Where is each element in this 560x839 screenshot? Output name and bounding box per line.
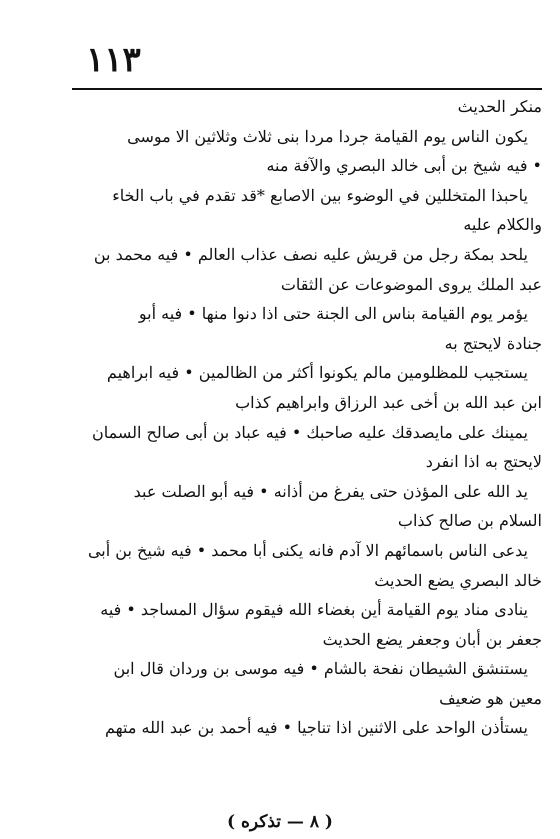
text-line: • فيه شيخ بن أبى خالد البصري والآفة منه xyxy=(266,156,542,176)
text-line: عبد الملك يروى الموضوعات عن الثقات xyxy=(280,274,542,294)
text-line: جعفر بن أبان وجعفر يضع الحديث xyxy=(322,629,542,649)
body-text xyxy=(72,92,542,743)
text-line: يستنشق الشيطان نفحة بالشام • فيه موسى بن وردان قال ابن xyxy=(113,659,528,679)
text-line: ياحبذا المتخللين في الوضوء بين الاصابع *قد تقدم في باب الخاء xyxy=(112,185,528,205)
page-number: ١١٣ xyxy=(86,40,141,80)
text-line: منكر الحديث xyxy=(457,97,542,116)
text-line: يلحد بمكة رجل من قريش عليه نصف عذاب العالم • فيه محمد بن xyxy=(93,244,528,264)
text-line: ابن عبد الله بن أخى عبد الرزاق وابراهيم كذاب xyxy=(235,392,542,412)
text-line: يكون الناس يوم القيامة جردا مردا بنى ثلاث وثلاثين الا موسى xyxy=(127,126,528,146)
text-line: يدعى الناس باسمائهم الا آدم فانه يكنى أبا محمد • فيه شيخ بن أبى xyxy=(87,540,528,560)
text-line: يستأذن الواحد على الاثنين اذا تناجيا • فيه أحمد بن عبد الله متهم xyxy=(105,718,528,738)
text-line: يمينك على مايصدقك عليه صاحبك • فيه عباد بن أبى صالح السمان xyxy=(91,422,528,442)
header-rule xyxy=(72,88,542,90)
text-line: يؤمر يوم القيامة بناس الى الجنة حتى اذا دنوا منها • فيه أبو xyxy=(138,304,528,324)
page-footer: ( ٨ — تذكره ) xyxy=(227,812,333,832)
text-line: يستجيب للمظلومين مالم يكونوا أكثر من الظالمين • فيه ابراهيم xyxy=(106,363,528,383)
text-line: خالد البصري يضع الحديث xyxy=(374,570,542,590)
text-line: معين هو ضعيف xyxy=(439,688,542,708)
text-line: لايحتج به اذا انفرد xyxy=(425,452,542,472)
text-line: والكلام عليه xyxy=(463,215,542,235)
text-line: جنادة لايحتج به xyxy=(444,333,542,353)
text-line: السلام بن صالح كذاب xyxy=(397,511,542,531)
text-line: يد الله على المؤذن حتى يفرغ من أذانه • فيه أبو الصلت عبد xyxy=(133,481,528,501)
text-line: ينادى مناد يوم القيامة أين بغضاء الله فيقوم سؤال المساجد • فيه xyxy=(100,600,528,620)
